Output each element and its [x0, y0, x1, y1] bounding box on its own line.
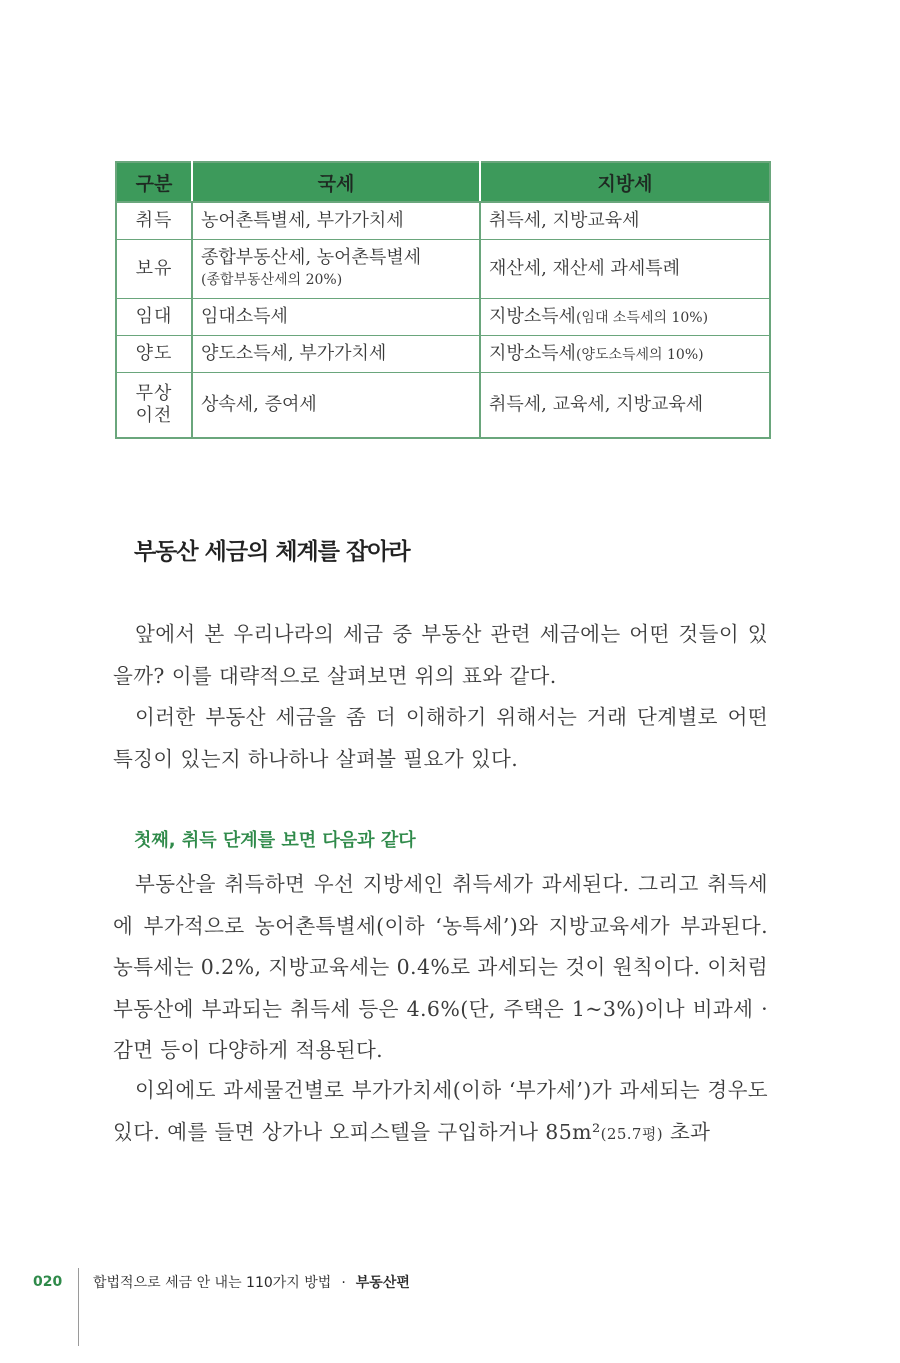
page-footer — [33, 1271, 410, 1293]
row-category: 양도 — [116, 336, 192, 373]
local-tax-text: 지방소득세 — [489, 342, 576, 364]
header-local-tax: 지방세 — [480, 162, 770, 202]
local-tax-cell: 재산세, 재산세 과세특례 — [480, 240, 770, 299]
national-tax-cell — [192, 240, 480, 299]
national-tax-note: (종합부동산세의 20%) — [201, 272, 343, 288]
body-paragraph: 앞에서 본 우리나라의 세금 중 부동산 관련 세금에는 어떤 것들이 있을까? 이를 대략적으로 살펴보면 위의 표와 같다. — [113, 622, 768, 688]
row-category-line: 이전 — [135, 405, 173, 426]
footer-divider — [78, 1268, 79, 1346]
body-text-part: 이외에도 과세물건별로 부가가치세(이하 ‘부가세’)가 과세되는 경우도 있다. 예를 들면 상가나 오피스텔을 구입하거나 85m² — [113, 1078, 768, 1144]
table-row — [116, 202, 770, 240]
header-category: 구분 — [116, 162, 192, 202]
body-text-part: 초과 — [663, 1119, 711, 1144]
header-national-tax: 국세 — [192, 162, 480, 202]
national-tax-cell: 상속세, 증여세 — [192, 373, 480, 439]
local-tax-cell — [480, 299, 770, 336]
table-row — [116, 373, 770, 439]
local-tax-cell: 취득세, 교육세, 지방교육세 — [480, 373, 770, 439]
local-tax-text: 지방소득세 — [489, 305, 576, 327]
national-tax-cell: 농어촌특별세, 부가가치세 — [192, 202, 480, 240]
row-category: 취득 — [116, 202, 192, 240]
area-note: (25.7평) — [600, 1124, 664, 1143]
table-row — [116, 240, 770, 299]
body-paragraph — [113, 1070, 768, 1155]
body-paragraph: 이러한 부동산 세금을 좀 더 이해하기 위해서는 거래 단계별로 어떤 특징이 있는지 하나하나 살펴볼 필요가 있다. — [113, 705, 768, 771]
table-row — [116, 336, 770, 373]
book-part: 부동산편 — [355, 1275, 410, 1291]
national-tax-text: 종합부동산세, 농어촌특별세 — [201, 247, 422, 268]
page-number: 020 — [33, 1274, 63, 1290]
tax-table — [115, 161, 771, 439]
local-tax-cell — [480, 336, 770, 373]
local-tax-note: (임대 소득세의 10%) — [575, 309, 709, 326]
book-title: 합법적으로 세금 안 내는 110가지 방법 — [93, 1275, 332, 1291]
step-heading: 첫째, 취득 단계를 보면 다음과 같다 — [134, 830, 416, 851]
row-category: 보유 — [116, 240, 192, 299]
footer-separator: · — [341, 1275, 346, 1291]
local-tax-note: (양도소득세의 10%) — [575, 346, 704, 363]
section-title: 부동산 세금의 체계를 잡아라 — [134, 539, 410, 565]
national-tax-cell: 양도소득세, 부가가치세 — [192, 336, 480, 373]
table-row — [116, 299, 770, 336]
local-tax-cell: 취득세, 지방교육세 — [480, 202, 770, 240]
national-tax-cell: 임대소득세 — [192, 299, 480, 336]
running-title — [93, 1272, 410, 1292]
row-category-line: 무상 — [135, 383, 173, 404]
body-paragraph: 부동산을 취득하면 우선 지방세인 취득세가 과세된다. 그리고 취득세에 부가적으로 농어촌특별세(이하 ‘농특세’)와 지방교육세가 부과된다. 농특세는 0.2%, 지방교육세는 0.4%로 과세되는 것이 원칙이다. 이처럼 부동산에 부과되는 취득세 등은 4.6%(단, 주택은 1~3%)이나 비과세 · 감면 등이 다양하게 적용된다. — [113, 872, 768, 1062]
table-header-row — [116, 162, 770, 202]
row-category: 임대 — [116, 299, 192, 336]
row-category — [116, 373, 192, 439]
